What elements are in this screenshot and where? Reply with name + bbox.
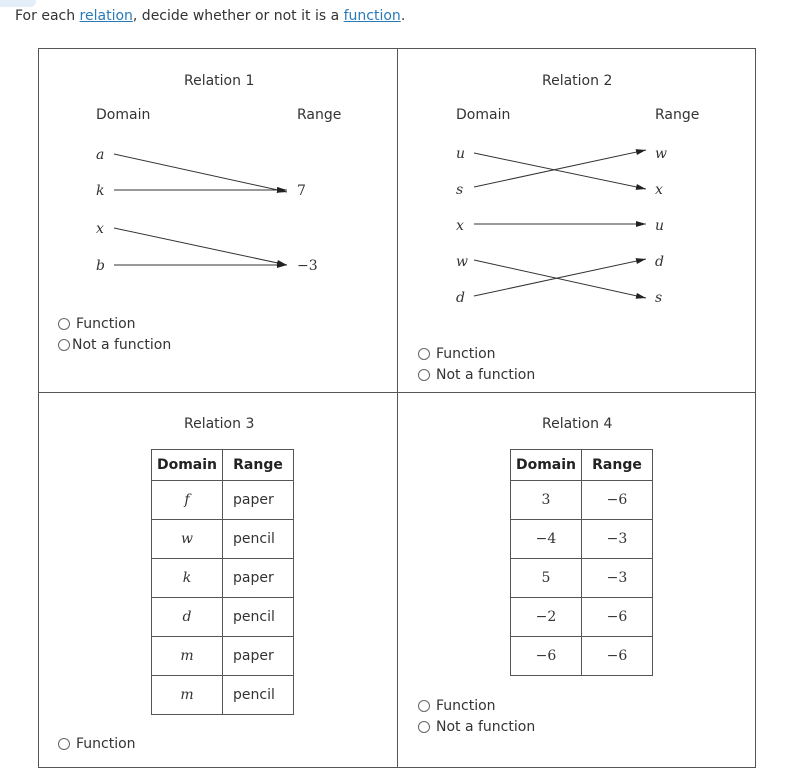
relation2-option-function[interactable]: Function: [418, 346, 496, 362]
relation2-title: Relation 2: [542, 73, 613, 89]
relation2-domain-item: s: [456, 182, 464, 198]
relation2-option-not-function[interactable]: Not a function: [418, 367, 535, 383]
relation3-header-domain: Domain: [152, 450, 223, 481]
relation1-domain-item: b: [96, 258, 105, 274]
radio-button[interactable]: [418, 369, 430, 381]
relation3-title: Relation 3: [184, 416, 255, 432]
relation2-domain-item: d: [456, 290, 465, 306]
relation2-domain-header: Domain: [456, 107, 511, 123]
relation2-mapping-arrows: [39, 49, 757, 392]
relation2-range-item: x: [655, 182, 663, 198]
relation3-option-function[interactable]: Function: [58, 736, 136, 752]
relation-link[interactable]: relation: [79, 8, 133, 24]
relation2-domain-item: w: [456, 254, 468, 270]
relation3-table: [151, 449, 294, 715]
relation2-arrow: [474, 150, 646, 187]
relation4-header-range: Range: [582, 450, 653, 481]
relation2-range-header: Range: [655, 107, 700, 123]
relation2-domain-item: x: [456, 218, 464, 234]
table-row: −4 −3: [511, 520, 653, 559]
relation4-header-domain: Domain: [511, 450, 582, 481]
relation2-domain-item: u: [456, 146, 466, 162]
table-row: −6 −6: [511, 637, 653, 676]
relation2-arrow: [474, 259, 646, 296]
relation4-option-not-function[interactable]: Not a function: [418, 719, 535, 735]
relation2-arrow: [474, 260, 646, 298]
relation1-range-header: Range: [297, 107, 342, 123]
function-link[interactable]: function: [343, 8, 401, 24]
relation4-option-function[interactable]: Function: [418, 698, 496, 714]
relation2-range-item: u: [655, 218, 665, 234]
table-row: d pencil: [152, 598, 294, 637]
relation1-domain-header: Domain: [96, 107, 151, 123]
radio-button[interactable]: [58, 738, 70, 750]
table-row: k paper: [152, 559, 294, 598]
table-row: f paper: [152, 481, 294, 520]
relation2-range-item: w: [655, 146, 667, 162]
relation1-title: Relation 1: [184, 73, 255, 89]
relation4-title: Relation 4: [542, 416, 613, 432]
relations-grid: [38, 48, 756, 768]
relation2-arrow: [474, 153, 646, 189]
question-prompt: For each relation, decide whether or not it is a function.: [15, 8, 406, 24]
radio-button[interactable]: [418, 348, 430, 360]
table-row: 3 −6: [511, 481, 653, 520]
relation4-table: [510, 449, 653, 676]
table-row: w pencil: [152, 520, 294, 559]
relation1-range-item: −3: [297, 258, 318, 274]
relation2-range-item: d: [655, 254, 664, 270]
relation2-range-item: s: [655, 290, 663, 306]
table-row: −2 −6: [511, 598, 653, 637]
radio-button[interactable]: [418, 700, 430, 712]
table-row: m pencil: [152, 676, 294, 715]
header-tab-accent: [0, 0, 36, 7]
relation1-domain-item: k: [96, 183, 105, 199]
radio-button[interactable]: [418, 721, 430, 733]
relation3-header-range: Range: [223, 450, 294, 481]
relation1-option-not-function[interactable]: Not a function: [58, 337, 171, 353]
relation1-range-item: 7: [297, 183, 306, 199]
table-row: 5 −3: [511, 559, 653, 598]
table-row: m paper: [152, 637, 294, 676]
relation1-option-function[interactable]: Function: [58, 316, 136, 332]
relation1-domain-item: x: [96, 221, 104, 237]
grid-divider-horizontal: [39, 392, 755, 393]
relation1-domain-item: a: [96, 147, 105, 163]
